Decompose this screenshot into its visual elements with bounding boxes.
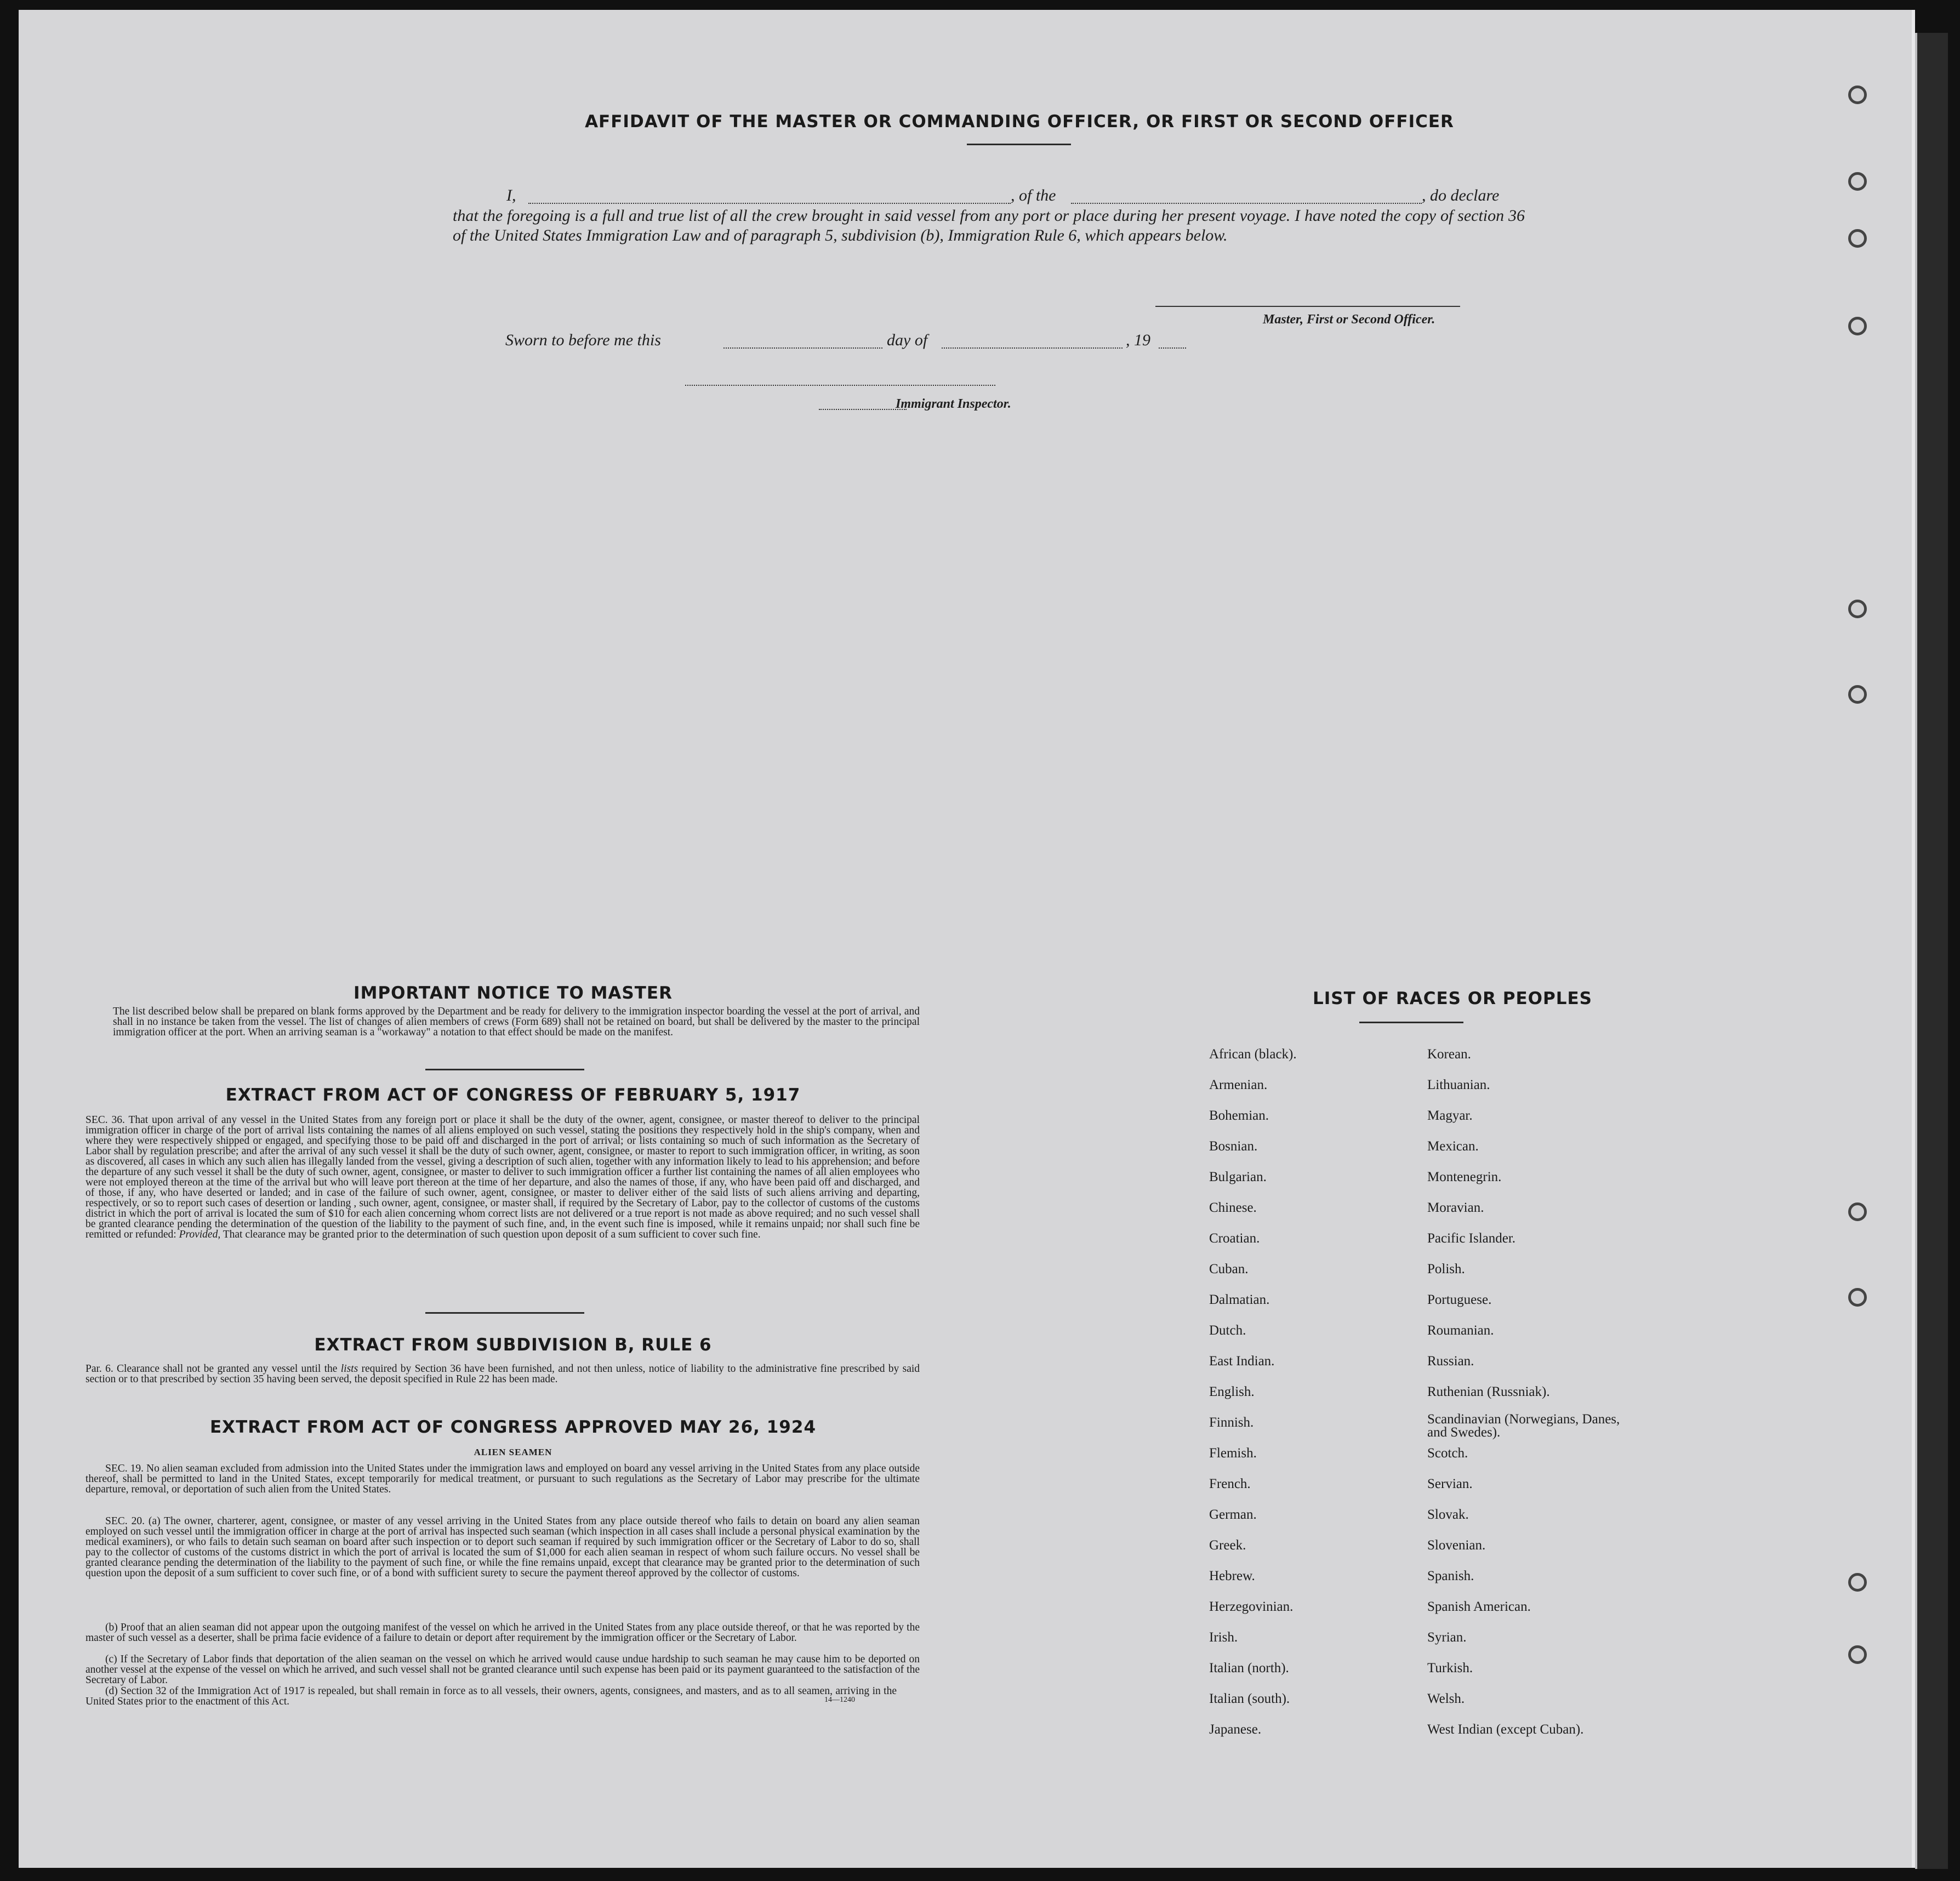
vessel-blank[interactable] (1071, 203, 1422, 204)
race-item: Ruthenian (Russniak). (1427, 1384, 1550, 1399)
race-item: Mexican. (1427, 1139, 1479, 1154)
extract-1924-para-4: (c) If the Secretary of Labor finds that deportation of the alien seaman on the vessel on which he arrived would cause undue hardship to such seaman he may cause him to be deported on another vessel at the expense of the vessel on which he arrived, and such vessel shall not be granted clearance until such expense has been paid or its payment guaranteed to the satisfaction of the Secretary of Labor. (86, 1654, 920, 1686)
form-number: 14—1240 (824, 1696, 855, 1704)
punch-hole (1848, 685, 1867, 704)
affidavit-line1-of-the: , of the (1011, 186, 1056, 204)
race-item: Hebrew. (1209, 1569, 1255, 1583)
race-item: African (black). (1209, 1047, 1297, 1062)
race-item: Chinese. (1209, 1200, 1257, 1215)
extract-1924-para-5: (d) Section 32 of the Immigration Act of 1917 is repealed, but shall remain in force as to all vessels, their owners, agents, consignees, and masters, and as to all seamen, arriving in the United States prior to the enactment of this Act. (86, 1685, 897, 1707)
race-item: Italian (south). (1209, 1691, 1290, 1706)
race-item: Magyar. (1427, 1108, 1473, 1123)
extract-1917-proviso-text: That clearance may be granted prior to the determination of such question upon deposit of a sum sufficient to cover such fine. (223, 1229, 761, 1240)
inspector-signature-blank[interactable] (685, 385, 995, 386)
extract-1924-para-3: (b) Proof that an alien seaman did not appear upon the outgoing manifest of the vessel on which he arrived in the United States from any place outside thereof, or that he was reported by the master of such vessel as a deserter, shall be prima facie evidence of a failure to detain or deport after requirement by the immigration officer or the Secretary of Labor. (86, 1622, 920, 1644)
race-item: Greek. (1209, 1538, 1246, 1553)
notice-title: IMPORTANT NOTICE TO MASTER (354, 983, 673, 1003)
extract-1917-text (86, 1115, 920, 1240)
race-item: West Indian (except Cuban). (1427, 1722, 1584, 1737)
race-item: Scandinavian (Norwegians, Danes, and Swedes). (1427, 1412, 1620, 1440)
race-item: Pacific Islander. (1427, 1231, 1516, 1246)
race-item: Dalmatian. (1209, 1292, 1270, 1307)
race-item: Armenian. (1209, 1078, 1268, 1092)
race-item: Russian. (1427, 1354, 1474, 1369)
binding-strip (1915, 33, 1948, 1869)
affidavit-line1-i: I, (506, 186, 516, 204)
master-signature-label: Master, First or Second Officer. (1263, 312, 1435, 327)
extract-rule6-pre: Par. 6. Clearance shall not be granted any vessel until the (86, 1363, 338, 1375)
race-item: Croatian. (1209, 1231, 1260, 1246)
race-item: Bohemian. (1209, 1108, 1269, 1123)
race-item: Montenegrin. (1427, 1170, 1502, 1184)
affidavit-title: AFFIDAVIT OF THE MASTER OR COMMANDING OFFICER, OR FIRST OR SECOND OFFICER (585, 112, 1454, 132)
sworn-year: , 19 (1126, 331, 1150, 349)
affidavit-text: that the foregoing is a full and true list of all the crew brought in said vessel from any port or place during her present voyage. I have noted the copy of section 36 of the United States Immigration Law and of paragraph 5, subdivision (b), Immigration Rule 6, which appears below. (453, 207, 1525, 244)
notice-text: The list described below shall be prepared on blank forms approved by the Department and be ready for delivery to the immigration inspector boarding the vessel at the port of arrival, and shall in no instance be taken from the vessel. The list of changes of alien members of crews (Form 689) shall not be retained on board, but shall be delivered by the master to the principal immigration officer at the port. When an arriving seaman is a "workaway" a notation to that effect should be made on the manifest. (113, 1006, 920, 1038)
race-item: Scotch. (1427, 1446, 1468, 1461)
race-item: Bosnian. (1209, 1139, 1258, 1154)
race-item: Cuban. (1209, 1262, 1249, 1276)
punch-hole (1848, 1573, 1867, 1592)
form-sheet (19, 10, 1915, 1868)
extract-1917-body: SEC. 36. That upon arrival of any vessel in the United States from any foreign port or place it shall be the duty of the owner, agent, consignee, or master thereof to deliver to the principal immigration officer in charge of the port of arrival lists containing the names of all aliens employed on such vessel, stating the positions they respectively hold in the ship's company, when and where they were respectively shipped or engaged, and specifying those to be paid off and discharged in the port of arrival; or lists containing so much of such information as the Secretary of Labor shall by regulation prescribe; and after the arrival of any such vessel it shall be the duty of such owner, agent, consignee, or master to report to such immigration officer, in writing, as soon as discovered, all cases in which any such alien has illegally landed from the vessel, giving a description of such alien, together with any information likely to lead to his apprehension; and before the departure of any such vessel it shall be the duty of such owner, agent, consignee, or master to deliver to such immigration officer a further list containing the names of all alien employees who were not employed thereon at the time of the arrival but who will leave port thereon at the time of her departure, and also the names of those, if any, who have been paid off and discharged, and of those, if any, who have deserted or landed; and in case of the failure of such owner, agent, consignee, or master to deliver either of the said lists of such aliens arriving and departing, respectively, or so to report such cases of desertion or landing , such owner, agent, consignee, or master shall, if required by the Secretary of Labor, pay to the collector of customs of the customs district in which the port of arrival is located the sum of $10 for each alien concerning whom correct lists are not delivered or a true report is not made as above required; and no such vessel shall be granted clearance pending the determination of the question of the liability to the payment of such fine, and, in the event such fine is imposed, while it remains unpaid; nor shall such fine be remitted or refunded: (86, 1114, 920, 1240)
sworn-month-blank[interactable] (942, 347, 1123, 349)
extract-1924-title: EXTRACT FROM ACT OF CONGRESS APPROVED MAY 26, 1924 (209, 1417, 817, 1437)
race-item: Syrian. (1427, 1630, 1467, 1645)
race-item: Slovak. (1427, 1507, 1469, 1522)
race-item: Herzegovinian. (1209, 1599, 1294, 1614)
race-item: Lithuanian. (1427, 1078, 1490, 1092)
punch-hole (1848, 1288, 1867, 1307)
race-item: Dutch. (1209, 1323, 1246, 1338)
divider-1 (425, 1069, 584, 1070)
race-item: East Indian. (1209, 1354, 1275, 1369)
affidavit-title-rule (967, 144, 1071, 145)
extract-rule6-text (86, 1364, 920, 1384)
race-item: Italian (north). (1209, 1661, 1289, 1675)
sworn-prefix: Sworn to before me this (505, 331, 661, 349)
punch-hole (1848, 86, 1867, 104)
extract-rule6-title: EXTRACT FROM SUBDIVISION B, RULE 6 (314, 1335, 712, 1355)
extract-1924-para-1: SEC. 19. No alien seaman excluded from admission into the United States under the immigration laws and employed on board any vessel arriving in the United States from any place outside thereof, shall be permitted to land in the United States, except temporarily for medical treatment, or pursuant to such regulations as the Secretary of Labor may prescribe for the ultimate departure, removal, or deportation of such alien from the United States. (86, 1463, 920, 1495)
race-item: Portuguese. (1427, 1292, 1492, 1307)
race-item: Finnish. (1209, 1415, 1254, 1430)
race-item: Turkish. (1427, 1661, 1473, 1675)
sworn-year-blank[interactable] (1159, 347, 1186, 349)
race-item: Spanish. (1427, 1569, 1474, 1583)
race-item: Polish. (1427, 1262, 1465, 1276)
punch-hole (1848, 229, 1867, 248)
races-title-rule (1359, 1022, 1463, 1023)
punch-hole (1848, 1202, 1867, 1221)
sworn-day-of: day of (887, 331, 928, 349)
extract-1924-subtitle: ALIEN SEAMEN (474, 1447, 552, 1457)
extract-rule6-post: required by Section 36 have been furnished, and not then unless, notice of liability to the administrative fine prescribed by said section or to that prescribed by section 35 having been served, the deposit specified in Rule 22 has been made. (86, 1363, 920, 1385)
sworn-date-blank[interactable] (723, 347, 882, 349)
name-blank[interactable] (528, 203, 1011, 204)
race-item: Korean. (1427, 1047, 1471, 1062)
race-item: Slovenian. (1427, 1538, 1486, 1553)
race-item: Flemish. (1209, 1446, 1257, 1461)
inspector-lead-dots (819, 409, 907, 410)
race-item: Moravian. (1427, 1200, 1484, 1215)
extract-1924-para-2: SEC. 20. (a) The owner, charterer, agent, consignee, or master of any vessel arriving in the United States from any place outside thereof who fails to detain on board any alien seaman employed on such vessel until the immigration officer in charge at the port of arrival has inspected such seaman (which inspection in all cases shall include a personal physical examination by the medical examiners), or who fails to detain such seaman on board after such inspection or to deport such seaman if required by such immigration officer or the Secretary of Labor to do so, shall pay to the collector of customs of the customs district in which the port of arrival is located the sum of $1,000 for each alien seaman in respect of whom such failure occurs. No vessel shall be granted clearance pending the determination of the liability to the payment of such fine, or while the fine remains unpaid, except that clearance may be granted prior to the determination of such question upon the deposit of a sum sufficient to cover such fine, or of a bond with sufficient surety to secure the payment thereof approved by the collector of customs. (86, 1515, 920, 1579)
affidavit-line1-do-declare: , do declare (1422, 186, 1500, 204)
race-item: Japanese. (1209, 1722, 1262, 1737)
race-item: German. (1209, 1507, 1257, 1522)
inspector-label: Immigrant Inspector. (896, 397, 1011, 411)
extract-1917-title: EXTRACT FROM ACT OF CONGRESS OF FEBRUARY 5, 1917 (225, 1085, 801, 1105)
extract-1917-proviso-word: Provided, (179, 1229, 221, 1240)
punch-hole (1848, 172, 1867, 191)
race-item: Servian. (1427, 1477, 1473, 1491)
race-item: Welsh. (1427, 1691, 1465, 1706)
extract-rule6-lists-word: lists (340, 1363, 358, 1375)
punch-hole (1848, 1645, 1867, 1664)
punch-hole (1848, 600, 1867, 618)
divider-2 (425, 1312, 584, 1314)
master-signature-blank[interactable] (1155, 306, 1460, 307)
race-item: Spanish American. (1427, 1599, 1531, 1614)
race-item: Bulgarian. (1209, 1170, 1267, 1184)
race-item: English. (1209, 1384, 1255, 1399)
races-title: LIST OF RACES OR PEOPLES (1312, 989, 1593, 1008)
punch-hole (1848, 317, 1867, 335)
race-item: Irish. (1209, 1630, 1238, 1645)
race-item: Roumanian. (1427, 1323, 1494, 1338)
race-item: French. (1209, 1477, 1251, 1491)
